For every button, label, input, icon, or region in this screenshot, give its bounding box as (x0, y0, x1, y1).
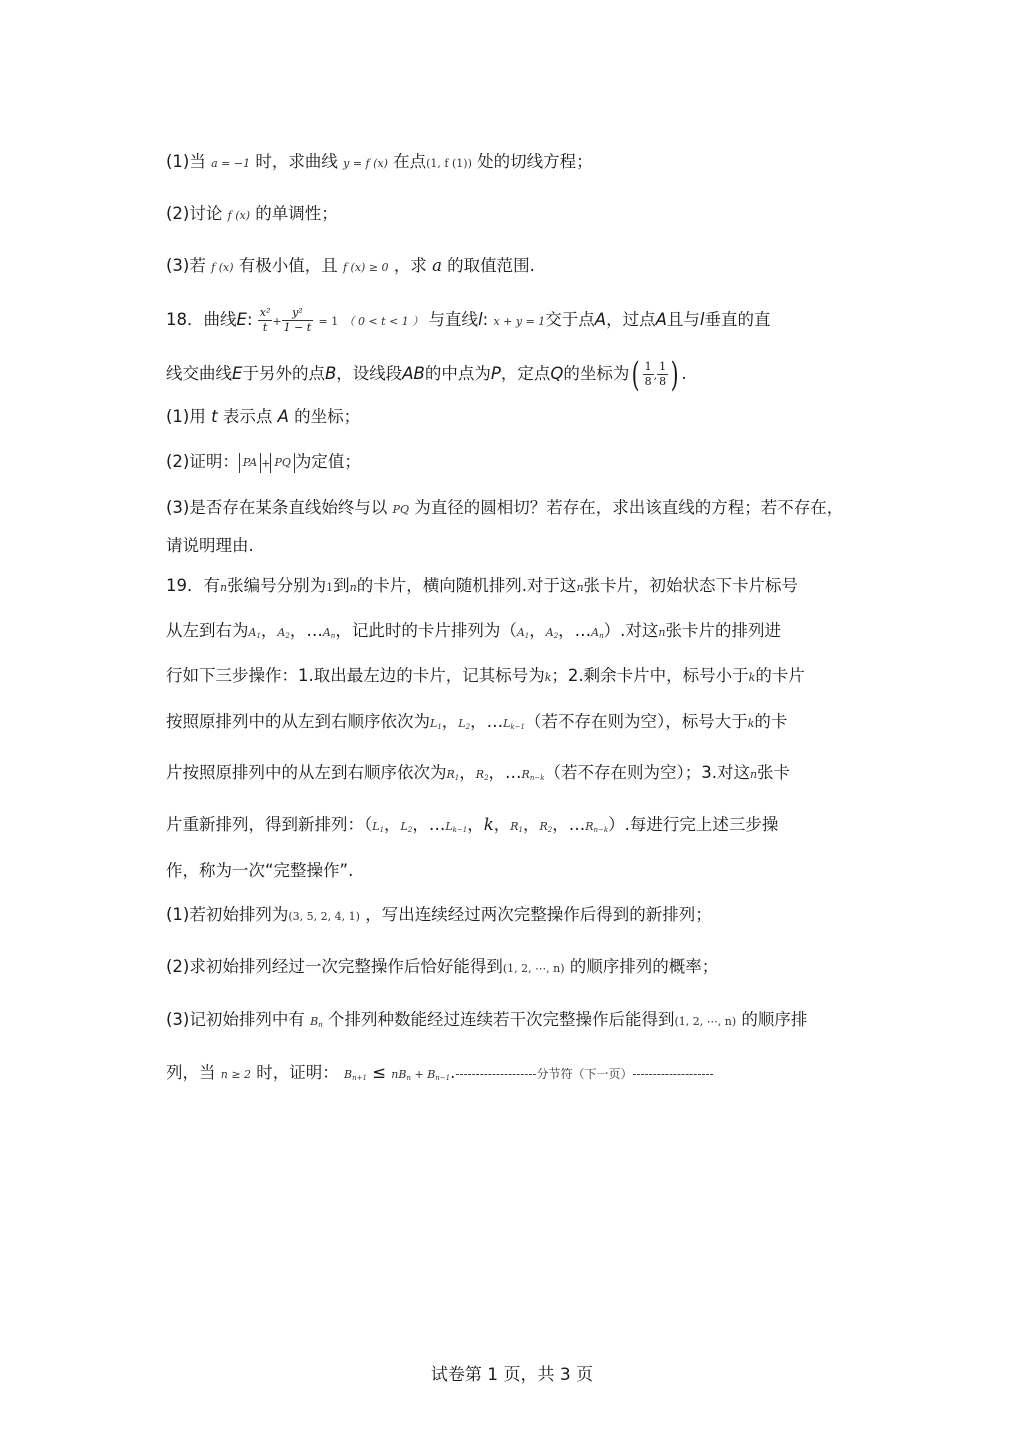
q17-part3: (3)若 f (x) 有极小值，且 f (x) ≥ 0 ，求 a 的取值范围. (166, 256, 535, 275)
q19-part1: (1)若初始排列为(3, 5, 2, 4, 1) ，写出连续经过两次完整操作后得到的新排列； (166, 905, 712, 924)
q19-stem-line7: 作，称为一次“完整操作”. (166, 861, 354, 880)
q17-part2: (2)讨论 f (x) 的单调性； (166, 204, 338, 223)
q19-part3-line2: 列，当 n ≥ 2 时，证明： $B_{n+1} \le nB_n + B_{n-1}.--------------------$分节符（下一页）-------------------- (166, 1063, 714, 1082)
q19-stem-line1: 19．有n张编号分别为1到n的卡片，横向随机排列.对于这n张卡片，初始状态下卡片标号 (166, 576, 799, 595)
fraction-x2-over-t: $\frac{\text{x²}}{t}$ (259, 306, 271, 334)
fraction-one-eighth-a: $\frac{1}{8}$ (644, 360, 652, 388)
q19-stem-line2: 从左到右为$A_1$，$A_2$，$\dots A_n$，记此时的卡片排列为（$A_1$，$A_2$，$\dots A_n$）.对这n张卡片的排列进 (166, 621, 781, 640)
section-break: --------------------分节符（下一页）-------------------- (455, 1067, 714, 1081)
q19-stem-line3: 行如下三步操作：1.取出最左边的卡片，记其标号为k；2.剩余卡片中，标号小于k的卡片 (166, 666, 805, 685)
q19-part2: (2)求初始排列经过一次完整操作后恰好能得到(1, 2, ⋯, n) 的顺序排列的概率； (166, 957, 719, 976)
q19-part3-line1: (3)记初始排列中有 $B_n$ 个排列种数能经过连续若干次完整操作后能得到(1, 2, ⋯, n) 的顺序排 (166, 1010, 808, 1029)
q19-stem-line6: 片重新排列，得到新排列：（$L_1$，$L_2$，$\dots L_{k-1}$，k，$R_1$，$R_2$，$\dots R_{n-k}$）.每进行完上述三步操 (166, 815, 779, 834)
fraction-one-eighth-b: $\frac{1}{8}$ (659, 360, 667, 388)
q17-part1: (1)当 a = −1 时，求曲线 y = f (x) 在点(1, f (1)) 处的切线方程； (166, 152, 593, 171)
q19-stem-line5: 片按照原排列中的从左到右顺序依次为$R_1$，$R_2$，$\dots R_{n-k}$（若不存在则为空）；3.对这n张卡 (166, 763, 791, 782)
q19-stem-line4: 按照原排列中的从左到右顺序依次为$L_1$，$L_2$，$\dots L_{k-1}$（若不存在则为空），标号大于k的卡 (166, 712, 788, 731)
q18-stem-line2: 线交曲线E于另外的点B，设线段AB的中点为P，定点Q的坐标为( $\frac{1}{8}$ , $\frac{1}{8}$ ) . (166, 354, 687, 395)
q18-part3-line2: 请说明理由. (166, 536, 254, 555)
q18-stem-line1: 18．曲线E: $\frac{\text{x²}}{t}$ + $\frac{\text{y²}}{1 - t}$ = 1 （ 0 < t < 1 ） 与直线l: x + y = 1交于点A，过点A且与l垂直的直 (166, 306, 771, 334)
fraction-y2-over-1-t: $\frac{\text{y²}}{1 - t}$ (283, 306, 312, 334)
q18-part2: (2)证明： PA + PQ 为定值； (166, 452, 361, 471)
q18-part3-line1: (3)是否存在某条直线始终与以 PQ 为直径的圆相切？若存在，求出该直线的方程；若不存在， (166, 498, 844, 517)
page-footer: 试卷第 1 页，共 3 页 (430, 1365, 594, 1385)
q18-part1: (1)用 t 表示点 A 的坐标； (166, 407, 361, 426)
